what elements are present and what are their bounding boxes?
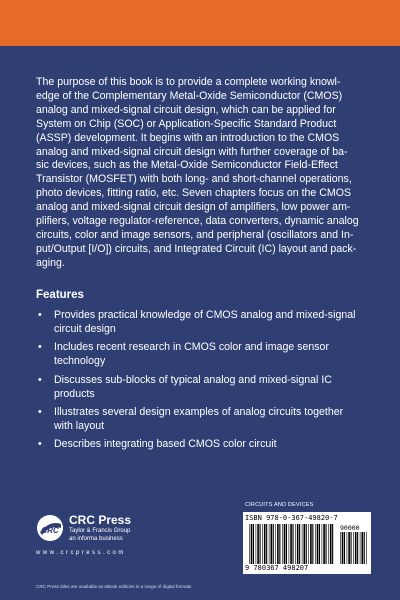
description-line: Transistor (MOSFET) with both long- and short-channel operations, bbox=[36, 173, 352, 186]
publisher-business: an informa business bbox=[69, 536, 123, 542]
bullet-icon: • bbox=[38, 405, 42, 418]
feature-text: Provides practical knowledge of CMOS analog and mixed-signal bbox=[54, 309, 356, 321]
description-line: photo devices, fitting ratio, etc. Seven chapters focus on the CMOS bbox=[36, 187, 352, 200]
isbn-label: ISBN 978-0-367-49820-7 bbox=[245, 514, 338, 522]
feature-text: Illustrates several design examples of analog circuits together bbox=[54, 405, 344, 418]
barcode-icon bbox=[249, 524, 335, 564]
crc-logo-icon bbox=[36, 514, 64, 542]
description-line: The purpose of this book is to provide a complete working knowl- bbox=[36, 76, 341, 88]
description-line: (ASSP) development. It begins with an introduction to the CMOS bbox=[36, 131, 340, 144]
description-line: analog and mixed-signal circuit design, which can be applied for bbox=[36, 103, 336, 116]
top-color-band bbox=[0, 0, 400, 46]
barcode-addon-icon bbox=[340, 532, 368, 564]
publisher-name: CRC Press bbox=[69, 513, 132, 527]
crc-logo-text: CRC bbox=[41, 526, 59, 535]
description-line: analog and mixed-signal circuit design with further coverage of ba- bbox=[36, 145, 348, 158]
bullet-icon: • bbox=[38, 341, 42, 354]
feature-item bbox=[36, 309, 368, 337]
barcode-addon-number: 90000 bbox=[340, 524, 360, 532]
bullet-icon: • bbox=[38, 373, 42, 386]
features-list bbox=[36, 309, 368, 457]
description-line: System on Chip (SOC) or Application-Specific Standard Product bbox=[36, 117, 337, 130]
features-heading: Features bbox=[36, 289, 84, 301]
barcode-number: 9 780367 498207 bbox=[245, 564, 309, 572]
ebook-footnote: CRC Press titles are available as eBook editions in a range of digital formats bbox=[36, 584, 192, 589]
feature-text: Includes recent research in CMOS color and image sensor bbox=[54, 341, 329, 354]
publisher-url[interactable]: w w w . c r c p r e s s . c o m bbox=[36, 550, 124, 556]
feature-item bbox=[36, 374, 368, 402]
feature-item bbox=[36, 406, 368, 434]
bullet-icon: • bbox=[38, 309, 42, 321]
description-line: sic devices, such as the Metal-Oxide Semiconductor Field-Effect bbox=[36, 159, 338, 172]
description-line: aging. bbox=[36, 256, 65, 269]
isbn-barcode bbox=[243, 512, 371, 574]
publisher-group: Taylor & Francis Group bbox=[69, 528, 131, 534]
feature-text: Discusses sub-blocks of typical analog and mixed-signal IC bbox=[54, 373, 332, 386]
description-line: analog and mixed-signal circuit design of amplifiers, low power am- bbox=[36, 201, 351, 214]
description-line: edge of the Complementary Metal-Oxide Semiconductor (CMOS) bbox=[36, 89, 343, 102]
publisher-block bbox=[36, 512, 236, 572]
feature-text: with layout bbox=[54, 419, 105, 432]
feature-text: products bbox=[54, 387, 95, 400]
subject-category: CIRCUITS AND DEVICES bbox=[245, 502, 314, 508]
feature-text: technology bbox=[54, 355, 106, 368]
book-description bbox=[36, 76, 368, 271]
bullet-icon: • bbox=[38, 438, 42, 451]
description-line: circuits, color and image sensors, and peripheral (oscillators and In- bbox=[36, 228, 354, 241]
feature-text: Describes integrating based CMOS color circuit bbox=[54, 438, 277, 451]
feature-item bbox=[36, 341, 368, 369]
feature-text: circuit design bbox=[54, 322, 116, 335]
description-line: plifiers, voltage regulator-reference, data converters, dynamic analog bbox=[36, 215, 359, 228]
description-line: put/Output [I/O]) circuits, and Integrated Circuit (IC) layout and pack- bbox=[36, 242, 357, 255]
feature-item bbox=[36, 438, 368, 452]
